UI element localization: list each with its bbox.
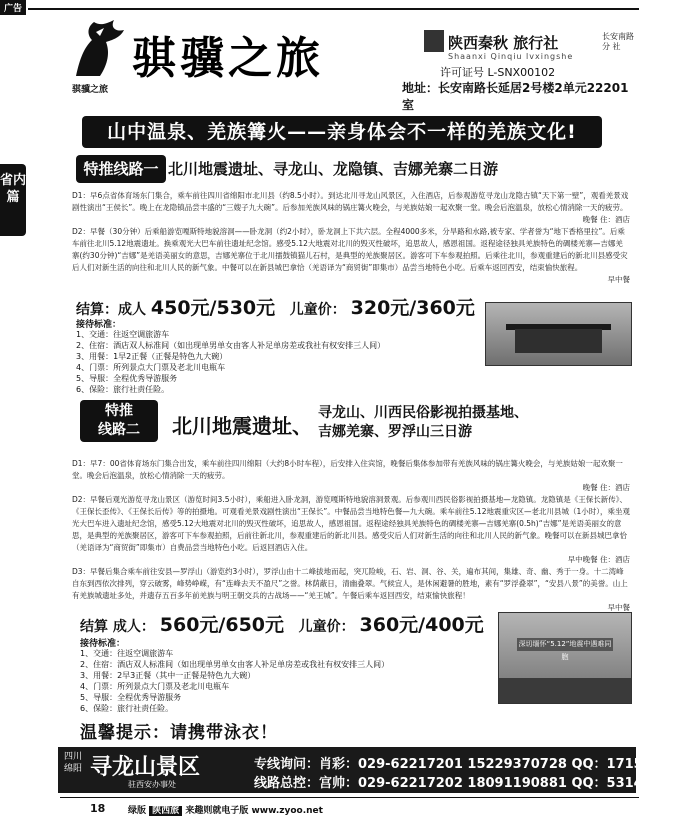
list-item: 1、交通：往返空调旅游车 (80, 649, 174, 658)
route1-day1: D1：早6点省体育场东门集合，乘车前往四川省绵阳市北川县（约8.5小时）。到达北川寻龙山风景区，入住酒店，后参观游览寻龙山龙隐古镇“天下第一壁”，观看羌景戏剧性演出“王侯长”。晚上在龙隐镇品尝丰盛的“三嫂子九大碗”。后参加羌族风味的锅庄篝火晚会，与羌族姑娘一起欢聚一堂。晚会后泡温泉，放松心情消除一天的疲劳。 (72, 191, 629, 212)
contact-location: 四川 绵阳 (63, 752, 82, 774)
route1-price (76, 293, 475, 320)
route1-photo (485, 302, 632, 366)
route2-day3: D3：早餐后集合乘车前往安县—罗浮山（游览约3小时），罗浮山由十二峰拔地而起，突兀险峻，石、岩、洞、谷、关，遍布其间，集雄、奇、幽、秀于一身。十二湾峰自东到西依次排列，穿云破雾，峰势峥嵘，有“连峰去天不盈尺”之誉。林荫蔽日，清幽叠翠。气候宜人，是休闲避暑的胜地，素有“罗浮叠翠”，“安县八景”的美誉。山上有羌族城遗址多处，并遗存五百多年前羌族与明王朝交兵的古战场——“羌王城”。午餐后乘车返回西安，结束愉快旅程！ (72, 567, 628, 600)
agency-logo-icon (424, 30, 444, 52)
route1-day1-meals: 晚餐 住：酒店 (582, 215, 630, 224)
agency-branch: 长安南路分 社 (602, 32, 634, 51)
route2-day1: D1：早7：00省体育场东门集合出发，乘车前往四川绵阳（大约8小时车程），后安排入住宾馆，晚餐后集体参加带有羌族风味的锅庄篝火晚会，与羌族姑娘一起欢聚一堂。晚会后泡温泉，放松心情消除一天的疲劳。 (72, 459, 623, 480)
list-item: 6、保险：旅行社责任险。 (80, 704, 174, 713)
route2-day2: D2：早餐后观光游览寻龙山景区（游览时间3.5小时），乘船进入卧龙洞，游览嘎斯特地貌溶洞景观。后参观川西民俗影视拍摄基地—龙隐镇。龙隐镇是《王保长新传》、《王保长歪传》、《王保长后传》等的拍摄地。可观看羌景戏剧性演出“王保长”。中餐品尝当地特色餐—九大碗。乘车前往5.12地震重灾区—老北川县城（1小时），乘坐观光大巴车进入遗址纪念馆，感受5.12大地震对北川的毁灭性破坏，追思故人，感恩祖国。返程途经独具羌族特色的碉楼羌寨—吉娜羌寨(0.5h)“吉娜”是羌语美丽女的意思，是典型的羌族聚居区，游客可下车参观拍照，后前往新北川，参观重建后的新北川县。感受灾后人们对新生活的向往和北川人民的新气象。晚餐可以在新县城巴拿恰（羌语译为“商贸街”即集市）自费品尝当地特色小吃。后返回酒店入住。 (72, 495, 630, 552)
contact-scenic-sub: 驻西安办事处 (128, 780, 176, 789)
route1-badge: 特推线路一 (76, 155, 166, 183)
route2-title-sub1: 寻龙山、川西民俗影视拍摄基地、 (318, 405, 528, 421)
side-tab: 省内篇 (0, 164, 26, 236)
route2-standards-title: 接待标准： (80, 639, 126, 649)
route2-adult-label: 结算 成人： (80, 619, 155, 635)
route1-standards-title: 接待标准： (76, 320, 122, 330)
brand-caption: 骐骥之旅 (72, 85, 109, 95)
list-item: 3、用餐：1早2正餐（正餐是特色九大碗） (76, 352, 228, 361)
route1-child-label: 儿童价： (289, 302, 346, 318)
license-number: 许可证号 L-SNX00102 (440, 66, 556, 79)
brand-title: 骐骥之旅 (132, 33, 324, 84)
route2-badge (80, 400, 158, 442)
route2-title-sub2: 吉娜羌寨、罗浮山三日游 (318, 424, 472, 440)
footer-text1: 绿版 (128, 806, 147, 816)
route1-itinerary (72, 190, 630, 286)
contact-bar (58, 747, 697, 793)
list-item: 4、门票：所列景点大门票及老北川电瓶车 (76, 363, 226, 372)
route2-day3-meals: 早中餐 (607, 603, 630, 612)
address: 地址：长安南路长延居2号楼2单元22201室 (402, 81, 629, 112)
route1-day2: D2：早餐（30分钟）后乘船游览嘎斯特地貌溶洞——卧龙洞（约2小时），卧龙洞上下共六层。全程4000多米，分旱路和水路,被专家、学者誉为“地下香格里拉”。后乘车前往北川5.12地震遗址。换乘观光大巴车前往遗址纪念馆。感受5.12大地震对北川的毁灭性破坏，追思故人，感恩祖国。返程途径独具羌族特色的碉楼羌寨—吉娜羌寨(约30分钟)“吉娜”是羌语美丽女的意思，吉娜羌寨位于北川擂鼓镇猫儿石村，是典型的羌族聚居区。游客可下车参观拍照。后乘往北川，参观重建后的新北川县感受灾后人们对新生活的向往和北川人民的新气象。中餐可以在新县城巴拿恰（羌语译为“商贸街”即集市）品尝当地特色小吃。后乘车返回西安，结束愉快旅程。 (72, 227, 628, 272)
list-item: 1、交通：往返空调旅游车 (76, 330, 170, 339)
contact-hotline: 专线询问：肖彩：029-62217201 15229370728 QQ：1715067490 (254, 757, 697, 772)
contact-director: 线路总控：宫帅：029-62217202 18091190881 QQ：531498937 (254, 776, 688, 791)
route1-child-price: 320元/360元 (350, 297, 475, 319)
route1-standards (76, 329, 385, 395)
route2-itinerary (72, 458, 630, 614)
route1-day2-meals: 早中餐 (607, 275, 630, 284)
list-item: 2、住宿：酒店双人标准间（如出现单男单女由客人补足单房差或我社有权安排三人间） (80, 660, 390, 669)
ad-tag: 广告 (0, 0, 26, 15)
route2-day1-meals: 晚餐 住：酒店 (582, 483, 630, 492)
photo-building (515, 329, 602, 353)
photo-sign: 深切缅怀“5.12”地震中遇难同胞 (518, 640, 612, 662)
route2-child-price: 360元/400元 (359, 614, 484, 636)
top-rule (28, 8, 639, 10)
route2-standards (80, 648, 389, 714)
route1-adult-price: 450元/530元 (150, 297, 276, 319)
horse-logo-icon (70, 18, 128, 80)
page-number: 18 (90, 802, 106, 815)
route2-photo (498, 612, 632, 704)
list-item: 3、用餐：2早3正餐（其中一正餐是特色九大碗） (80, 671, 256, 680)
reminder: 温馨提示：请携带泳衣！ (80, 723, 278, 743)
footer-text3: 来趣则就电子版 www.zyoo.net (185, 806, 323, 816)
list-item: 6、保险：旅行社责任险。 (76, 385, 170, 394)
route2-badge-line1: 特推 (105, 403, 133, 419)
route2-child-label: 儿童价： (298, 619, 355, 635)
agency-name: 陕西秦秋 旅行社 (448, 34, 559, 52)
route2-adult-price: 560元/650元 (159, 614, 285, 636)
route2-title-main: 北川地震遗址、 (172, 414, 312, 438)
list-item: 5、导服：全程优秀导游服务 (80, 693, 182, 702)
route1-title: 北川地震遗址、寻龙山、龙隐镇、吉娜羌寨二日游 (168, 160, 499, 178)
headline-banner: 山中温泉、羌族篝火——亲身体会不一样的羌族文化! (82, 116, 602, 148)
list-item: 2、住宿：酒店双人标准间（如出现单男单女由客人补足单房差或我社有权安排三人间） (76, 341, 386, 350)
route2-day2-meals: 早中晚餐 住：酒店 (567, 555, 630, 564)
route2-price (80, 610, 484, 637)
route1-adult-label: 结算：成人 (76, 302, 146, 318)
contact-scenic: 寻龙山景区 (90, 754, 201, 780)
route2-badge-line2: 线路二 (98, 422, 140, 438)
agency-en: Shaanxi Qinqiu lvxingshe (448, 52, 574, 61)
footer-text2: 陕西旅 (149, 806, 182, 816)
photo-ground (499, 678, 631, 703)
footer-rule (60, 797, 639, 798)
footer-text (128, 803, 323, 816)
list-item: 5、导服：全程优秀导游服务 (76, 374, 178, 383)
list-item: 4、门票：所列景点大门票及老北川电瓶车 (80, 682, 230, 691)
